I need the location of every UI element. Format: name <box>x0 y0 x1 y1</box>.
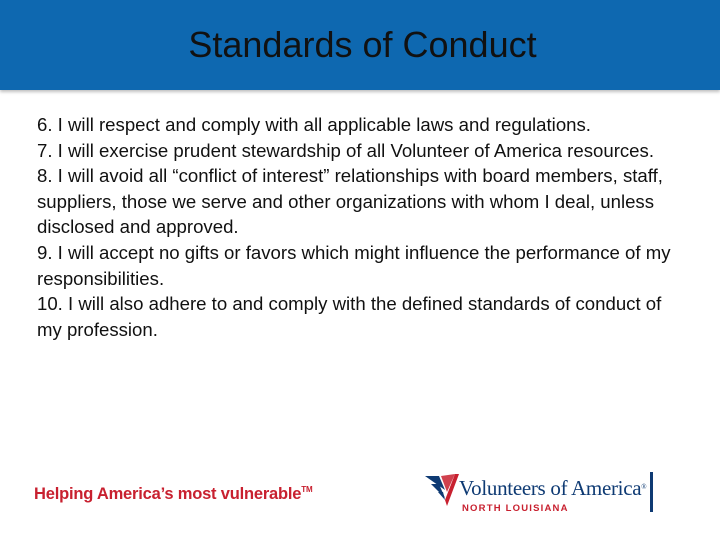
logo-wordmark <box>459 476 646 501</box>
standard-item-6: 6. I will respect and comply with all applicable laws and regulations. <box>37 114 591 135</box>
trademark-mark: TM <box>301 485 313 494</box>
standard-item-7: 7. I will exercise prudent stewardship of all Volunteer of America resources. <box>37 139 654 161</box>
standards-list <box>37 112 687 342</box>
logo-flag-icon <box>425 472 459 506</box>
footer-tagline <box>34 485 312 504</box>
logo-region: NORTH LOUISIANA <box>462 503 569 514</box>
organization-logo <box>425 470 715 520</box>
standard-item-9: 9. I will accept no gifts or favors which might influence the performance of my responsibilities. <box>37 241 671 289</box>
logo-divider <box>650 472 653 512</box>
tagline-text: Helping America’s most vulnerable <box>34 485 302 503</box>
standard-item-8: 8. I will avoid all “conflict of interest” relationships with board members, staff, suppliers, those we serve and other organizations with whom I deal, unless disclosed and approved. <box>37 165 663 238</box>
logo-name-text: Volunteers of America <box>459 476 642 500</box>
registered-mark: ® <box>641 483 647 491</box>
standard-item-10: 10. I will also adhere to and comply with the defined standards of conduct of my profession. <box>37 293 662 340</box>
slide-title: Standards of Conduct <box>188 24 537 65</box>
